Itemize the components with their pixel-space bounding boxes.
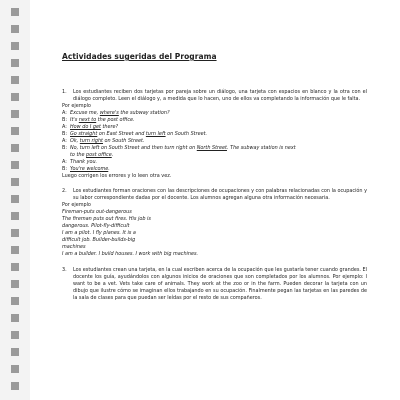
dialog-line xyxy=(62,138,367,145)
dialog-answer: turn right xyxy=(79,138,103,144)
activity-description: Los estudiantes reciben dos tarjetas por pareja sobre un diálogo, una tarjeta con espacios en blanco y la otra con el diálogo completo. Leen el diálogo y, a medida que lo hacen, uno de ellos va completando la información que le falta. xyxy=(73,89,367,102)
activity-description: Los estudiantes forman oraciones con las descripciones de ocupaciones y con palabras relacionadas con la ocupación y su labor correspondiente dadas por el docente. Los alumnos agregan alguna otra información necesaria. xyxy=(73,188,367,201)
dialog-speaker: B: xyxy=(62,145,68,151)
dialog-text: Ok, xyxy=(70,138,80,144)
dialog-answer: North Street xyxy=(196,145,227,151)
dialog xyxy=(62,110,367,173)
dialog-speaker: A: xyxy=(62,138,67,144)
binding-hole xyxy=(11,263,19,271)
dialog-text: Thank you. xyxy=(70,159,98,165)
dialog-line xyxy=(62,131,367,138)
binding-hole xyxy=(11,161,19,169)
activity-header xyxy=(62,267,367,302)
activity-1 xyxy=(62,89,367,180)
dialog-speaker: A: xyxy=(62,124,67,130)
dialog-speaker: A: xyxy=(62,110,67,116)
dialog-answer: where's xyxy=(99,110,119,116)
example-line: machines xyxy=(62,244,86,250)
binding-hole xyxy=(11,195,19,203)
binding-hole xyxy=(11,144,19,152)
dialog-answer: post office xyxy=(86,152,112,158)
binding-hole xyxy=(11,246,19,254)
dialog-speaker: B: xyxy=(62,131,68,137)
binding-strip xyxy=(0,0,30,400)
binding-hole xyxy=(11,212,19,220)
binding-hole xyxy=(11,331,19,339)
binding-hole xyxy=(11,178,19,186)
dialog-text: the post office. xyxy=(96,117,135,123)
dialog-speaker: B: xyxy=(62,166,68,172)
dialog-text: . xyxy=(108,166,110,172)
dialog-line xyxy=(62,145,367,152)
binding-hole xyxy=(11,59,19,67)
activity-header xyxy=(62,188,367,202)
binding-hole xyxy=(11,229,19,237)
dialog-speaker: A: xyxy=(62,159,67,165)
dialog-line xyxy=(62,117,367,124)
page-content xyxy=(62,52,367,302)
example-line: I am a builder. I build houses. I work with big machines. xyxy=(62,251,199,257)
dialog-text: . The subway station is next xyxy=(226,145,296,151)
activity-2 xyxy=(62,188,367,258)
activity-number: 2. xyxy=(62,188,67,194)
dialog-line xyxy=(62,110,367,117)
dialog-text: It's xyxy=(70,117,79,123)
activity-number: 1. xyxy=(62,89,67,95)
dialog-answer: How do I get xyxy=(70,124,101,130)
example-label: Por ejemplo xyxy=(62,103,91,109)
binding-hole xyxy=(11,365,19,373)
binding-hole xyxy=(11,382,19,390)
example-line: The fireman puts out fires. His job is xyxy=(62,216,151,222)
binding-hole xyxy=(11,93,19,101)
dialog-line xyxy=(62,166,367,173)
dialog-answer: turn left xyxy=(145,131,166,137)
dialog-line xyxy=(62,152,367,159)
dialog-speaker: B: xyxy=(62,117,68,123)
activity-description: Los estudiantes crean una tarjeta, en la cual escriben acerca de la ocupación que les gustaría tener cuando grandes. El docente los guía, ayudándolos con algunos inicios de oraciones que son completados por los alumnos. Por ejemplo: I want to be a vet. Vets take care of animals. They work at the zoo or in the farm. Pueden decorar la tarjeta con un dibujo que ilustre cómo se imaginan ellos trabajando en su ocupación. Finalmente pegan las tarjetas en las paredes de la sala de clases para que puedan ser leídas por el resto de sus compañeros. xyxy=(73,267,367,301)
dialog-text: . xyxy=(111,152,114,158)
example-line: dangerous. Pilot-fly-difficult xyxy=(62,223,130,229)
activity-3 xyxy=(62,267,367,302)
binding-hole xyxy=(11,42,19,50)
dialog-text: on South Street. xyxy=(102,138,145,144)
binding-hole xyxy=(11,348,19,356)
binding-hole xyxy=(11,280,19,288)
page-title: Actividades sugeridas del Programa xyxy=(62,52,217,61)
dialog-answer: Go straight xyxy=(70,131,98,137)
binding-hole xyxy=(11,8,19,16)
binding-hole xyxy=(11,314,19,322)
dialog-text: the subway station? xyxy=(118,110,170,116)
dialog-text: on South Street. xyxy=(165,131,208,137)
dialog-text: Excuse me, xyxy=(70,110,100,116)
example-line: I am a pilot. I fly planes. It is a xyxy=(62,230,136,236)
activity-closing: Luego corrigen los errores y lo leen otra vez. xyxy=(62,173,172,179)
binding-hole xyxy=(11,297,19,305)
binding-hole xyxy=(11,110,19,118)
example-line: Fireman-puts out-dangerous xyxy=(62,209,132,215)
dialog-text: to the xyxy=(70,152,87,158)
dialog-answer: You're welcome xyxy=(70,166,109,172)
dialog-line xyxy=(62,124,367,131)
dialog-text: there? xyxy=(100,124,119,130)
binding-hole xyxy=(11,25,19,33)
example-line: difficult job. Builder-builds-big xyxy=(62,237,136,243)
activity-header xyxy=(62,89,367,103)
binding-hole xyxy=(11,127,19,135)
dialog-text: No, turn left on South Street and then turn right on xyxy=(70,145,197,151)
dialog-text: on East Street and xyxy=(97,131,146,137)
dialog-line xyxy=(62,159,367,166)
binding-hole xyxy=(11,76,19,84)
example-label: Por ejemplo xyxy=(62,202,91,208)
activity-number: 3. xyxy=(62,267,67,273)
dialog-answer: next to xyxy=(78,117,97,123)
